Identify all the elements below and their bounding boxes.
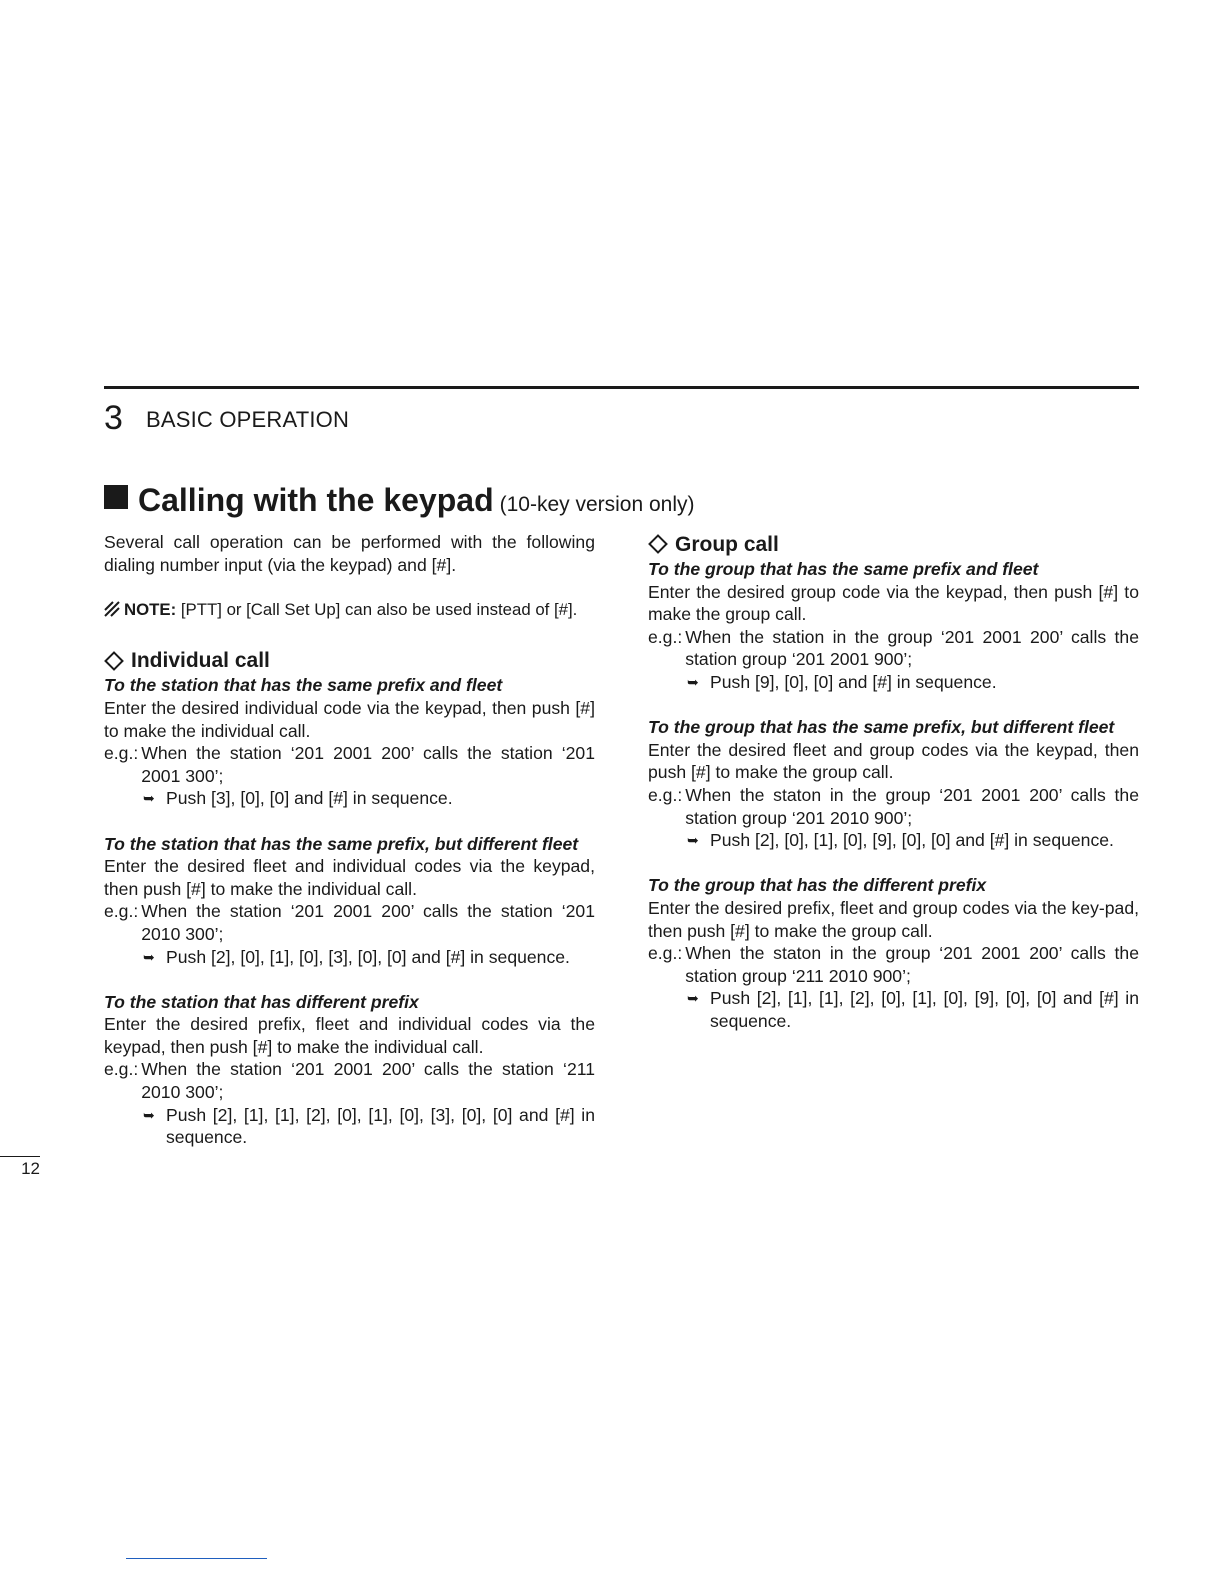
arrow-icon: ➥ <box>687 832 699 849</box>
page-number: 12 <box>0 1156 40 1179</box>
case-text: Enter the desired prefix, fleet and individual codes via the keypad, then push [#] to make the individual call. <box>104 1014 595 1057</box>
arrow-icon: ➥ <box>687 990 699 1007</box>
example-text: When the staton in the group ‘201 2001 200’ calls the station group ‘211 2010 900’; <box>685 943 1139 986</box>
case-title: To the group that has the different prefix <box>648 875 987 896</box>
example-text: When the staton in the group ‘201 2001 200’ calls the station group ‘201 2010 900’; <box>685 784 1139 828</box>
section-subtitle: (10-key version only) <box>499 493 695 516</box>
push-instruction <box>687 829 1139 852</box>
arrow-icon: ➥ <box>143 790 155 807</box>
case-title: To the station that has the same prefix, but different fleet <box>104 833 579 854</box>
case-title: To the station that has the same prefix and fleet <box>104 675 503 696</box>
section-title: Calling with the keypad <box>138 482 494 518</box>
case-text: Enter the desired fleet and group codes via the keypad, then push [#] to make the group call. <box>648 739 1139 783</box>
example-label: e.g.: <box>648 626 683 647</box>
case-title: To the group that has the same prefix and fleet <box>648 559 1039 579</box>
push-instruction <box>687 671 1139 694</box>
example <box>648 626 1139 671</box>
arrow-icon: ➥ <box>143 1106 155 1123</box>
example-text: When the station in the group ‘201 2001 200’ calls the station group ‘201 2001 900’; <box>685 626 1139 670</box>
push-text: Push [2], [0], [1], [0], [3], [0], [0] and [#] in sequence. <box>166 946 570 967</box>
left-column <box>104 531 595 1149</box>
example-label: e.g.: <box>104 743 139 764</box>
individual-call-heading: Individual call <box>104 648 595 674</box>
push-instruction <box>143 787 595 810</box>
intro-text: Several call operation can be performed with the following dialing number input (via the keypad) and [#]. <box>104 532 595 575</box>
chapter-number: 3 <box>104 399 123 437</box>
right-column <box>648 532 1139 1032</box>
square-bullet-icon <box>104 485 128 509</box>
push-text: Push [2], [1], [1], [2], [0], [1], [0], [9], [0], [0] and [#] in sequence. <box>710 988 1139 1031</box>
case-text: Enter the desired group code via the keypad, then push [#] to make the group call. <box>648 581 1139 625</box>
group-call-heading: Group call <box>648 532 1139 558</box>
push-text: Push [9], [0], [0] and [#] in sequence. <box>710 671 997 692</box>
example-text: When the station ‘201 2001 200’ calls the station ‘211 2010 300’; <box>141 1059 595 1103</box>
push-instruction <box>143 1104 595 1149</box>
chapter-title: BASIC OPERATION <box>146 407 350 432</box>
push-text: Push [2], [0], [1], [0], [9], [0], [0] and [#] in sequence. <box>710 830 1114 851</box>
push-text: Push [3], [0], [0] and [#] in sequence. <box>166 788 453 809</box>
section-heading <box>104 482 695 519</box>
example-label: e.g.: <box>104 1059 139 1080</box>
example-label: e.g.: <box>648 943 683 964</box>
arrow-icon: ➥ <box>687 673 699 690</box>
note <box>104 599 595 622</box>
example <box>104 742 595 787</box>
example <box>648 784 1139 829</box>
example-text: When the station ‘201 2001 200’ calls the station ‘201 2010 300’; <box>141 901 595 944</box>
diamond-icon <box>648 535 668 555</box>
case-text: Enter the desired fleet and individual codes via the keypad, then push [#] to make the individual call. <box>104 856 595 899</box>
push-instruction <box>143 946 595 969</box>
case-title: To the station that has different prefix <box>104 991 419 1012</box>
case-title: To the group that has the same prefix, but different fleet <box>648 717 1115 738</box>
push-text: Push [2], [1], [1], [2], [0], [1], [0], [3], [0], [0] and [#] in sequence. <box>166 1104 595 1148</box>
example <box>648 942 1139 987</box>
note-icon <box>104 601 120 617</box>
header-rule <box>104 386 1139 389</box>
diamond-icon <box>104 651 124 671</box>
link-underline <box>126 1558 267 1559</box>
case-text: Enter the desired prefix, fleet and group codes via the key-pad, then push [#] to make the group call. <box>648 897 1139 941</box>
push-instruction <box>687 987 1139 1032</box>
example-label: e.g.: <box>648 784 683 805</box>
example <box>104 900 595 945</box>
note-text: [PTT] or [Call Set Up] can also be used instead of [#]. <box>176 599 578 619</box>
example <box>104 1058 595 1103</box>
example-label: e.g.: <box>104 901 139 922</box>
arrow-icon: ➥ <box>143 948 155 965</box>
example-text: When the station ‘201 2001 200’ calls the station ‘201 2001 300’; <box>141 743 595 786</box>
case-text: Enter the desired individual code via the keypad, then push [#] to make the individual call. <box>104 697 595 741</box>
note-label: NOTE: <box>124 599 177 619</box>
